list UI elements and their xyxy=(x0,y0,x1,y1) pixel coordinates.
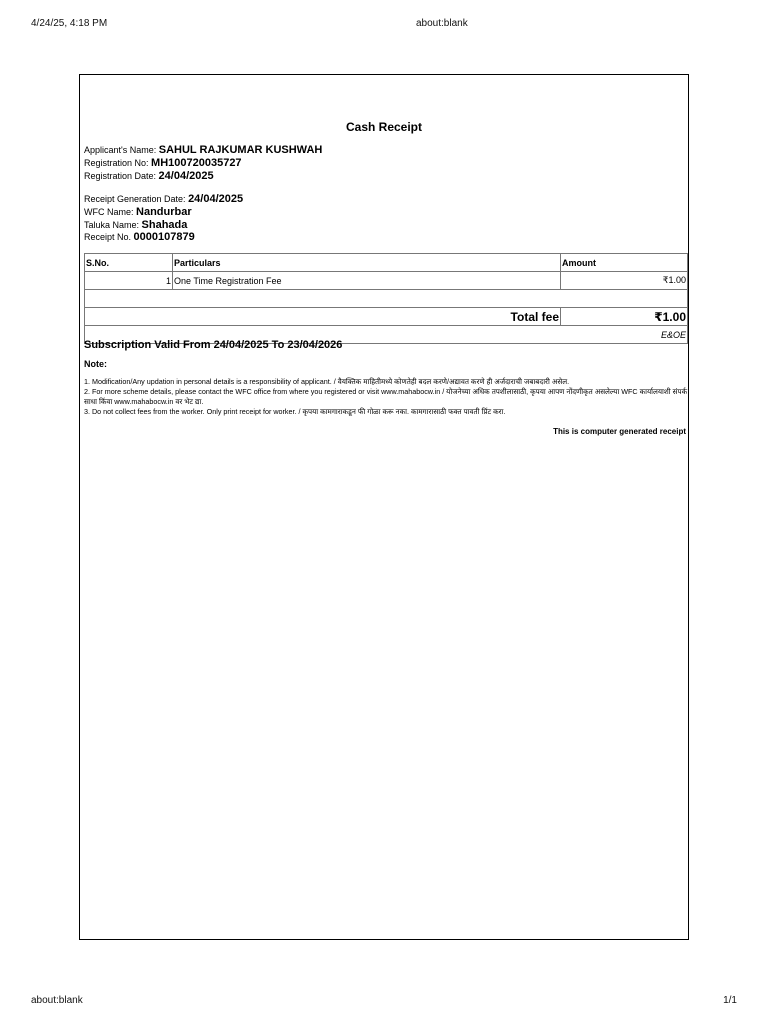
eoe-text: E&OE xyxy=(85,326,688,344)
wfc-name-row xyxy=(84,206,192,218)
taluka-name-row xyxy=(84,219,187,231)
spacer-row xyxy=(85,290,688,308)
total-fee-amount: ₹1.00 xyxy=(561,308,688,326)
header-particulars: Particulars xyxy=(173,254,561,272)
print-page-title: about:blank xyxy=(416,18,468,29)
registration-date-row xyxy=(84,170,214,182)
row-sno: 1 xyxy=(85,272,173,290)
registration-no: MH100720035727 xyxy=(151,157,242,169)
receipt-generation-date-label: Receipt Generation Date: xyxy=(84,194,189,204)
row-particular: One Time Registration Fee xyxy=(173,272,561,290)
receipt-title: Cash Receipt xyxy=(345,120,423,134)
spacer-cell xyxy=(85,290,688,308)
note-item: 3. Do not collect fees from the worker. Only print receipt for worker. / कृपया कामगाराकडून फी गोळा करू नका. कामगारासाठी फक्त पावती प्रिंट करा. xyxy=(84,407,506,416)
applicant-name: SAHUL RAJKUMAR KUSHWAH xyxy=(158,144,323,156)
receipt-no-label: Receipt No. xyxy=(84,232,134,242)
note-item: 2. For more scheme details, please contact the WFC office from where you registered or visit www.mahabocw.in / योजनेच्या अधिक तपशीलासाठी, कृपया आपण नोंदणीकृत असलेल्या WFC कार्यालयाशी संपर्क साधा किंवा www.mahabocw.in वर भेट द्या. xyxy=(84,387,688,406)
receipt-no-row xyxy=(84,231,195,243)
taluka-name: Shahada xyxy=(141,219,188,231)
row-amount: ₹1.00 xyxy=(561,272,688,290)
fee-table xyxy=(84,253,688,344)
registration-date-label: Registration Date: xyxy=(84,171,159,181)
wfc-name: Nandurbar xyxy=(136,206,192,218)
note-heading: Note: xyxy=(84,359,107,369)
header-amount: Amount xyxy=(561,254,688,272)
header-sno: S.No. xyxy=(85,254,173,272)
receipt-generation-date-row xyxy=(84,193,243,205)
receipt-no: 0000107879 xyxy=(133,231,195,243)
wfc-name-label: WFC Name: xyxy=(84,207,137,217)
applicant-name-label: Applicant's Name: xyxy=(84,145,159,155)
print-datetime: 4/24/25, 4:18 PM xyxy=(31,18,108,29)
applicant-name-row xyxy=(84,144,322,156)
total-fee-label: Total fee xyxy=(85,308,561,326)
print-footer-url: about:blank xyxy=(31,995,83,1006)
print-page-number: 1/1 xyxy=(723,995,737,1006)
registration-no-label: Registration No: xyxy=(84,158,152,168)
registration-date: 24/04/2025 xyxy=(158,170,214,182)
receipt-generation-date: 24/04/2025 xyxy=(188,193,244,205)
note-item: 1. Modification/Any updation in personal details is a responsibility of applicant. / वैयक्तिक माहितीमध्ये कोणतेही बदल करणे/अद्यावत करणे ही अर्जदाराची जबाबदारी असेल. xyxy=(84,377,570,386)
table-header-row xyxy=(85,254,688,272)
table-row xyxy=(85,272,688,290)
total-row xyxy=(85,308,688,326)
computer-generated-note: This is computer generated receipt xyxy=(553,427,686,436)
subscription-validity: Subscription Valid From 24/04/2025 To 23/04/2026 xyxy=(84,339,343,351)
receipt-frame xyxy=(79,74,689,940)
taluka-name-label: Taluka Name: xyxy=(84,220,142,230)
registration-no-row xyxy=(84,157,242,169)
notes-list xyxy=(84,377,688,417)
